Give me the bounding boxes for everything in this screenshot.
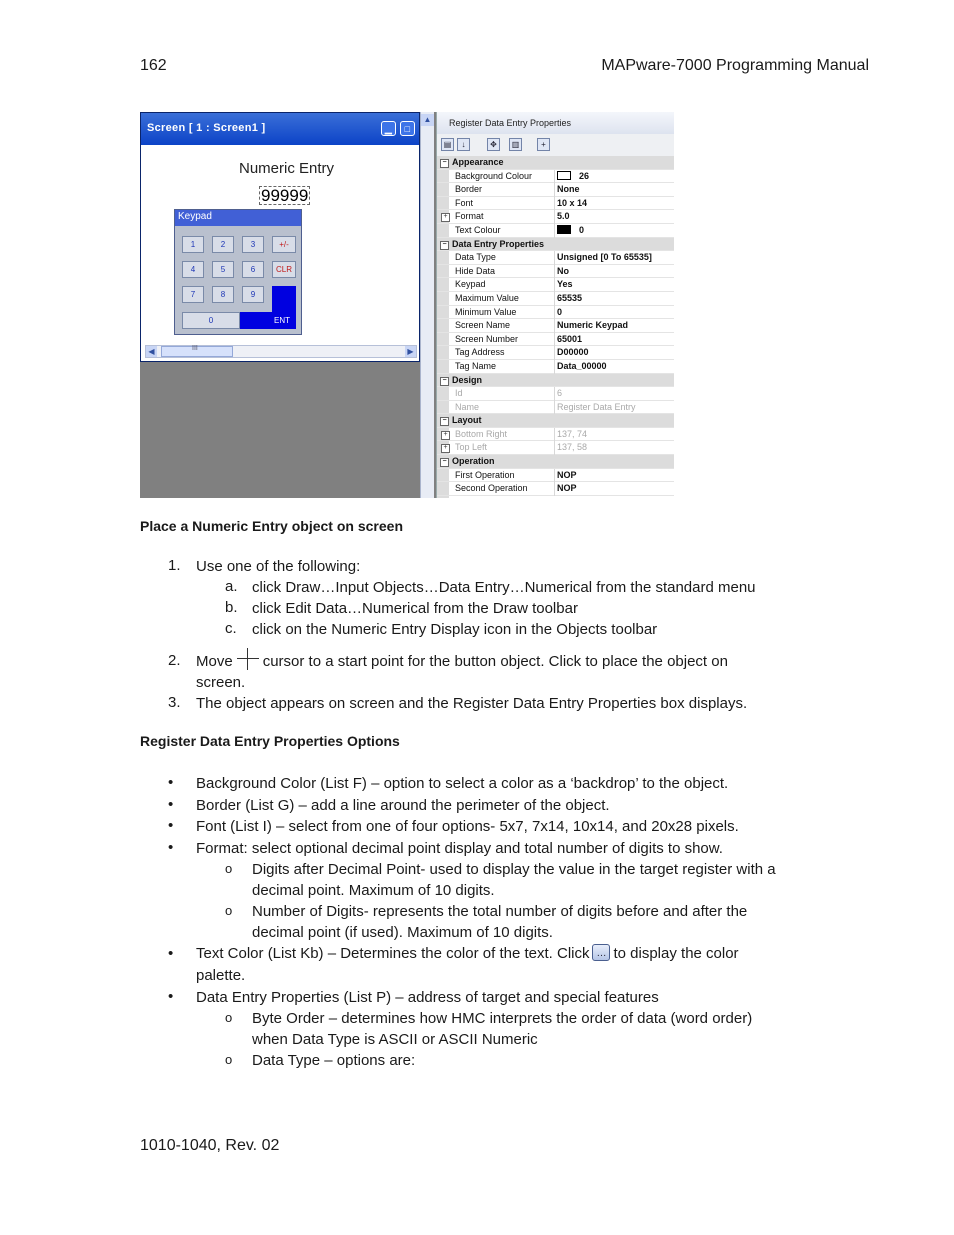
properties-panel	[436, 112, 674, 498]
color-swatch-icon	[557, 171, 571, 180]
property-row[interactable]	[437, 170, 674, 184]
categorized-icon[interactable]: ▤	[441, 138, 454, 151]
bullet-icon: •	[168, 988, 174, 1005]
scroll-thumb[interactable]	[161, 346, 233, 357]
property-label: Id	[455, 388, 463, 399]
property-value[interactable]	[554, 346, 674, 360]
step-1a-letter: a.	[225, 578, 238, 595]
scroll-left-icon[interactable]: ◀	[146, 346, 157, 357]
data-type-line: Data Type – options are:	[252, 1052, 416, 1069]
property-value-text: NOP	[557, 483, 577, 494]
maximize-icon[interactable]: □	[400, 121, 415, 136]
collapse-icon[interactable]: −	[440, 458, 449, 467]
collapse-all-icon[interactable]: ▥	[509, 138, 522, 151]
key-2[interactable]: 2	[212, 236, 234, 253]
key-8[interactable]: 8	[212, 286, 234, 303]
property-row[interactable]	[437, 251, 674, 265]
property-value-text: Data_00000	[557, 360, 607, 371]
property-label: Text Colour	[455, 224, 501, 235]
bullet-border: Border (List G) – add a line around the perimeter of the object.	[196, 797, 610, 814]
step-2-post: cursor to a start point for the button object. Click to place the object on	[262, 653, 728, 670]
expand-icon[interactable]: +	[441, 213, 450, 222]
property-value[interactable]	[554, 224, 674, 238]
text-color-cont: palette.	[196, 967, 246, 984]
property-grid	[437, 156, 674, 496]
key-6[interactable]: 6	[242, 261, 264, 278]
manual-title: MAPware-7000 Programming Manual	[601, 57, 869, 74]
property-label: Format	[455, 211, 484, 222]
bullet-icon: •	[168, 796, 174, 813]
property-label: Border	[455, 184, 483, 195]
property-label: Minimum Value	[455, 306, 517, 317]
property-category-name: Appearance	[452, 157, 504, 167]
expand-icon[interactable]: +	[441, 431, 450, 440]
screen-window-title	[141, 113, 419, 145]
key-0[interactable]: 0	[182, 312, 240, 329]
property-value[interactable]	[554, 319, 674, 333]
expand-icon[interactable]: +	[441, 444, 450, 453]
property-label: Tag Address	[455, 347, 505, 358]
property-value-text: None	[557, 184, 580, 195]
bullet-background-color: Background Color (List F) – option to select a color as a ‘backdrop’ to the object.	[196, 775, 729, 792]
property-value-text: Register Data Entry	[557, 401, 636, 412]
format-number-digits-line2: decimal point (if used). Maximum of 10 digits.	[252, 924, 553, 941]
screen-window	[140, 112, 420, 362]
property-value[interactable]	[554, 482, 674, 496]
bullet-text-color	[196, 944, 739, 963]
bullet-data-entry-properties: Data Entry Properties (List P) – address of target and special features	[196, 989, 659, 1006]
property-category-name: Design	[452, 374, 483, 385]
add-icon[interactable]: +	[537, 138, 550, 151]
property-value-text: 0	[557, 306, 563, 317]
scroll-up-icon[interactable]: ▲	[421, 114, 434, 126]
property-value-text: 5.0	[557, 211, 570, 222]
horizontal-scrollbar[interactable]	[145, 345, 417, 358]
crosshair-cursor-icon	[237, 648, 259, 670]
enter-key[interactable]: ENT	[240, 312, 296, 329]
property-category-name: Operation	[452, 456, 495, 467]
property-value[interactable]	[554, 428, 674, 442]
alphabetical-icon[interactable]: ↓	[457, 138, 470, 151]
property-value[interactable]	[554, 183, 674, 197]
key-clear[interactable]: CLR	[272, 261, 296, 278]
step-2-cont: screen.	[196, 674, 246, 691]
keypad	[174, 209, 302, 335]
properties-title: Register Data Entry Properties	[437, 112, 674, 134]
step-1c-text: click on the Numeric Entry Display icon in the Objects toolbar	[252, 621, 658, 638]
property-row[interactable]	[437, 265, 674, 279]
property-row[interactable]	[437, 482, 674, 496]
bullet-icon: •	[168, 774, 174, 791]
property-row[interactable]	[437, 210, 674, 224]
property-row[interactable]	[437, 319, 674, 333]
step-3-number: 3.	[168, 694, 181, 711]
property-row[interactable]	[437, 197, 674, 211]
property-row[interactable]	[437, 360, 674, 374]
format-number-digits-line1: Number of Digits- represents the total number of digits before and after the	[252, 903, 748, 920]
key-5[interactable]: 5	[212, 261, 234, 278]
property-value[interactable]	[554, 333, 674, 347]
collapse-icon[interactable]: −	[440, 417, 449, 426]
property-value[interactable]	[554, 387, 674, 401]
property-label: Top Left	[455, 442, 488, 453]
property-row[interactable]	[437, 278, 674, 292]
property-value[interactable]	[554, 210, 674, 224]
step-1-number: 1.	[168, 557, 181, 574]
key-plus-minus[interactable]: +/-	[272, 236, 296, 253]
property-value-text: 65535	[557, 292, 583, 303]
property-value[interactable]	[554, 197, 674, 211]
property-value[interactable]	[554, 265, 674, 279]
property-row[interactable]	[437, 333, 674, 347]
collapse-icon[interactable]: −	[440, 159, 449, 168]
property-value[interactable]	[554, 401, 674, 415]
page-number: 162	[140, 57, 167, 74]
step-1b-text: click Edit Data…Numerical from the Draw toolbar	[252, 600, 578, 617]
property-value-text: NOP	[557, 469, 577, 480]
property-value[interactable]	[554, 469, 674, 483]
sub-bullet-icon: o	[225, 861, 233, 876]
property-label: Screen Number	[455, 333, 519, 344]
key-1[interactable]: 1	[182, 236, 204, 253]
step-2-line	[196, 648, 728, 671]
properties-toolbar	[437, 134, 674, 157]
property-value[interactable]	[554, 292, 674, 306]
key-9[interactable]: 9	[242, 286, 264, 303]
property-category[interactable]	[437, 374, 674, 388]
screen-window-title-text: Screen [ 1 : Screen1 ]	[147, 122, 266, 134]
sub-bullet-icon: o	[225, 903, 233, 918]
text-color-pre: Text Color (List Kb) – Determines the color of the text. Click	[196, 945, 590, 962]
format-digits-decimal-line2: decimal point. Maximum of 10 digits.	[252, 882, 495, 899]
minimize-icon[interactable]: ▁	[381, 121, 396, 136]
property-category[interactable]	[437, 455, 674, 469]
property-row[interactable]	[437, 469, 674, 483]
property-row[interactable]	[437, 224, 674, 238]
enter-key-upper[interactable]	[272, 286, 296, 312]
property-value[interactable]	[554, 278, 674, 292]
property-value-text: 10 x 14	[557, 197, 588, 208]
property-value-text: Unsigned [0 To 65535]	[557, 252, 652, 263]
scroll-right-icon[interactable]: ▶	[405, 346, 416, 357]
key-3[interactable]: 3	[242, 236, 264, 253]
property-label: Screen Name	[455, 320, 511, 331]
property-value-text: Numeric Keypad	[557, 320, 629, 331]
section-heading-place: Place a Numeric Entry object on screen	[140, 518, 403, 534]
property-label: Name	[455, 401, 480, 412]
property-category-name: Data Entry Properties	[452, 238, 545, 249]
byte-order-line2: when Data Type is ASCII or ASCII Numeric	[252, 1031, 538, 1048]
property-value[interactable]	[554, 251, 674, 265]
sub-bullet-icon: o	[225, 1052, 233, 1067]
property-label: Keypad	[455, 279, 486, 290]
property-label: Tag Name	[455, 360, 497, 371]
step-3-text: The object appears on screen and the Register Data Entry Properties box displays.	[196, 695, 748, 712]
text-color-post: to display the color	[613, 945, 739, 962]
property-label: Second Operation	[455, 483, 528, 494]
bullet-format: Format: select optional decimal point display and total number of digits to show.	[196, 840, 723, 857]
property-value-text: 6	[557, 388, 563, 399]
byte-order-line1: Byte Order – determines how HMC interprets the order of data (word order)	[252, 1010, 753, 1027]
property-value-text: Yes	[557, 279, 573, 290]
key-4[interactable]: 4	[182, 261, 204, 278]
property-value-text: D00000	[557, 347, 589, 358]
property-value[interactable]	[554, 306, 674, 320]
property-label: First Operation	[455, 469, 515, 480]
step-1b-letter: b.	[225, 599, 238, 616]
property-value-text: 137, 74	[557, 428, 588, 439]
property-value-text: 26	[579, 170, 590, 181]
property-label: Data Type	[455, 252, 496, 263]
property-label: Maximum Value	[455, 292, 519, 303]
step-2-pre: Move	[196, 653, 233, 670]
numeric-entry-object[interactable]: 99999	[261, 186, 309, 205]
bullet-icon: •	[168, 945, 174, 962]
property-value-text: 65001	[557, 333, 583, 344]
step-1a-text: click Draw…Input Objects…Data Entry…Numerical from the standard menu	[252, 579, 756, 596]
collapse-icon[interactable]: −	[440, 241, 449, 250]
property-label: Bottom Right	[455, 428, 508, 439]
property-row[interactable]	[437, 401, 674, 415]
color-swatch-icon	[557, 225, 571, 234]
property-category[interactable]	[437, 238, 674, 252]
document-revision: 1010-1040, Rev. 02	[140, 1137, 280, 1154]
property-label: Font	[455, 197, 474, 208]
property-value-text: 0	[579, 224, 585, 235]
keypad-title: Keypad	[175, 210, 301, 226]
property-row[interactable]	[437, 183, 674, 197]
section-heading-options: Register Data Entry Properties Options	[140, 733, 400, 749]
property-label: Hide Data	[455, 265, 496, 276]
collapse-icon[interactable]: −	[440, 377, 449, 386]
sub-bullet-icon: o	[225, 1010, 233, 1025]
property-category-name: Layout	[452, 415, 482, 426]
property-value-text: No	[557, 265, 569, 276]
property-value-text: 137, 58	[557, 442, 588, 453]
property-value[interactable]	[554, 441, 674, 455]
numeric-entry-label: Numeric Entry	[239, 160, 335, 177]
property-row[interactable]	[437, 346, 674, 360]
property-row[interactable]	[437, 428, 674, 442]
property-row[interactable]	[437, 306, 674, 320]
property-category[interactable]	[437, 414, 674, 428]
vertical-scrollbar[interactable]	[420, 112, 434, 498]
scroll-thumb-grip: III	[192, 345, 198, 352]
property-row[interactable]	[437, 292, 674, 306]
property-value[interactable]	[554, 170, 674, 184]
software-screenshot	[140, 112, 674, 498]
step-1-text: Use one of the following:	[196, 558, 361, 575]
property-row[interactable]	[437, 441, 674, 455]
bullet-icon: •	[168, 817, 174, 834]
format-digits-decimal-line1: Digits after Decimal Point- used to display the value in the target register with a	[252, 861, 776, 878]
property-label: Background Colour	[455, 170, 533, 181]
step-1c-letter: c.	[225, 620, 237, 637]
property-row[interactable]	[437, 387, 674, 401]
step-2-number: 2.	[168, 652, 181, 669]
property-value[interactable]	[554, 360, 674, 374]
bullet-icon: •	[168, 839, 174, 856]
property-category[interactable]	[437, 156, 674, 170]
color-palette-icon	[592, 944, 610, 961]
expand-all-icon[interactable]: ✥	[487, 138, 500, 151]
bullet-font: Font (List I) – select from one of four options- 5x7, 7x14, 10x14, and 20x28 pixels.	[196, 818, 739, 835]
key-7[interactable]: 7	[182, 286, 204, 303]
